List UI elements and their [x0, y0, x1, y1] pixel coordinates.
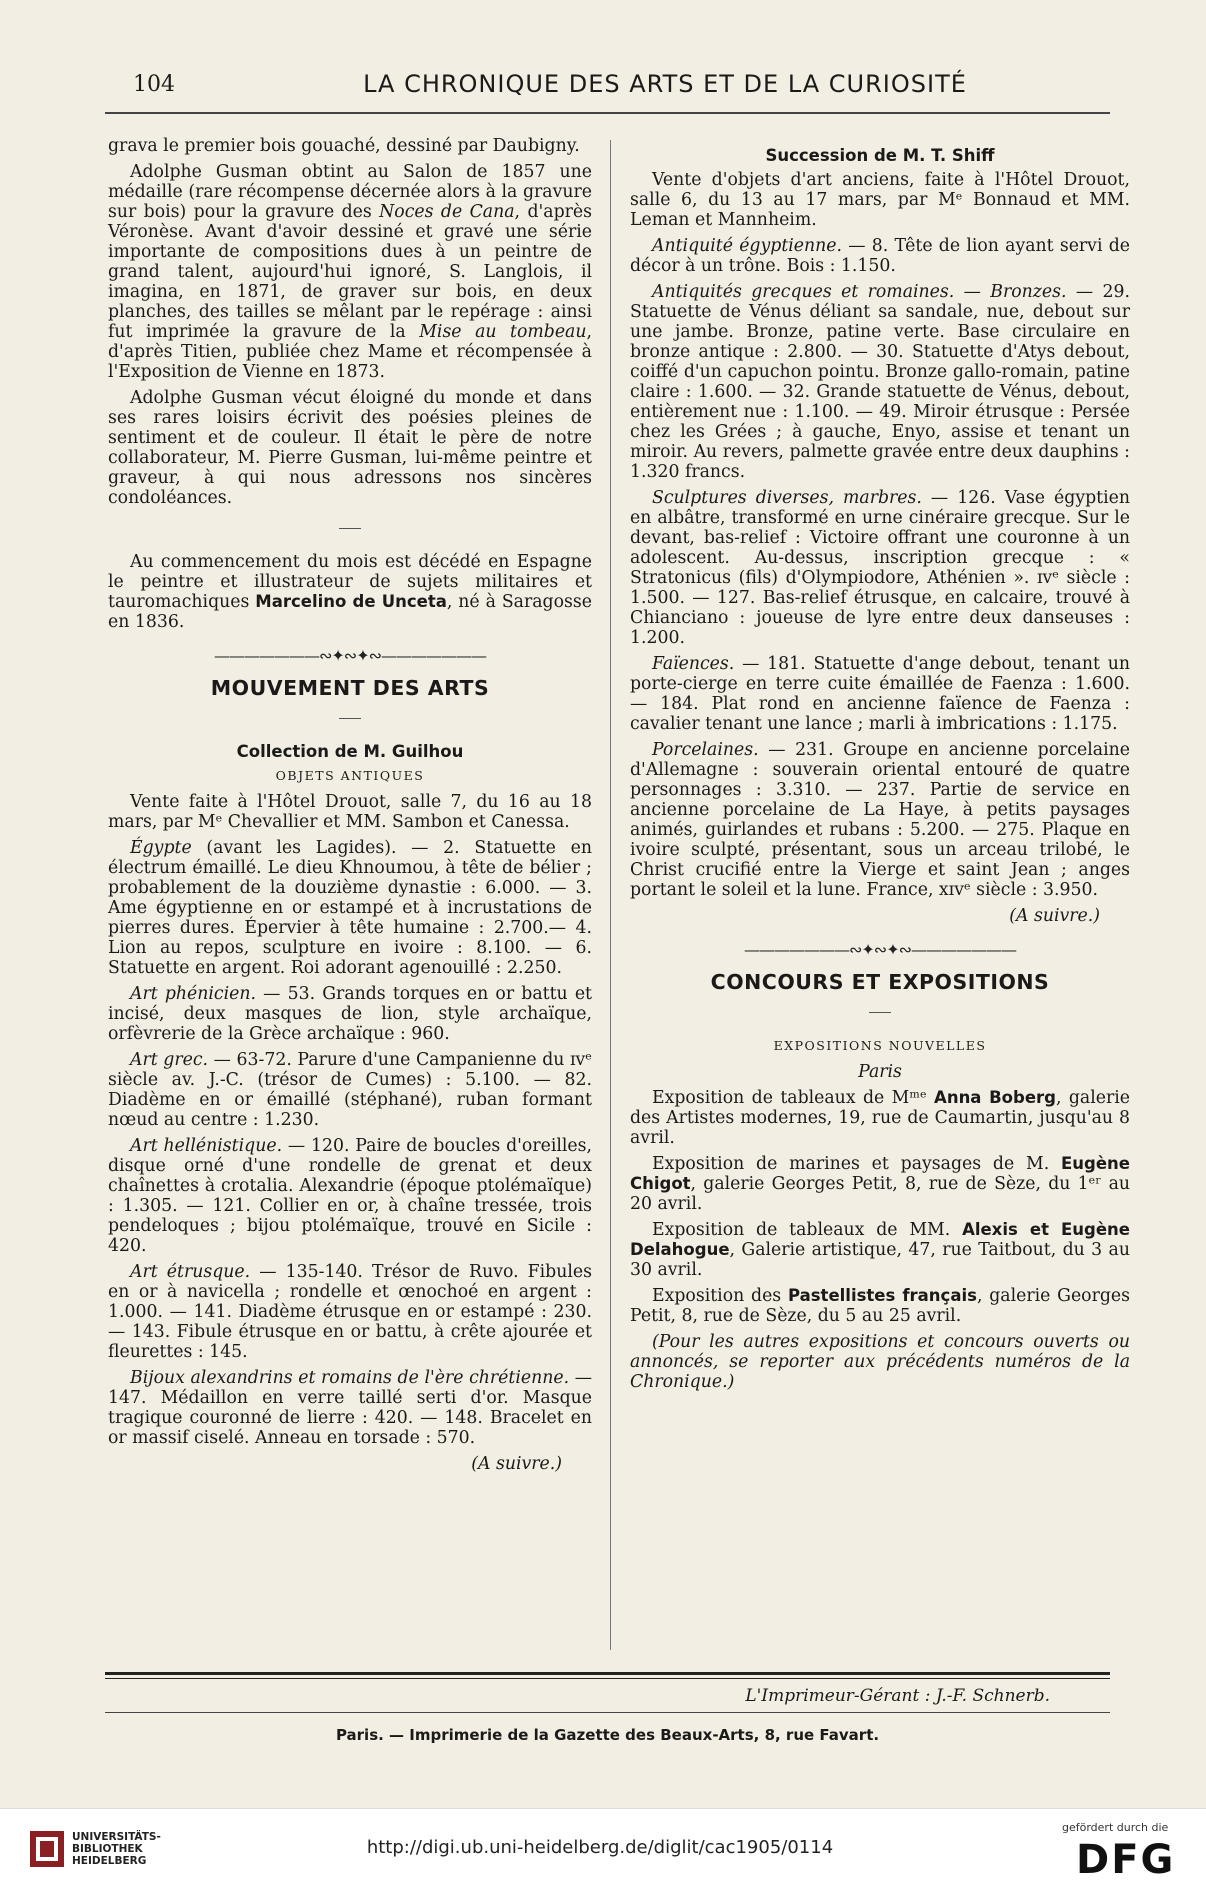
imprint-rule: [105, 1712, 1110, 1713]
section-title: CONCOURS ET EXPOSITIONS: [710, 970, 1050, 994]
digitization-footer: [0, 1808, 1206, 1896]
dfg-logo: DFG: [1076, 1837, 1176, 1883]
lot-entry: Bijoux alexandrins et romains de l'ère chrétienne. — 147. Médaillon en verre taillé serti d'or. Masque tragique couronné de lierre : 420. — 148. Bracelet en or massif ciselé. Anneau en torsade : 570.: [108, 1368, 592, 1448]
separator-dash: [108, 704, 592, 724]
left-column: [108, 136, 592, 1480]
lot-entry: Antiquité égyptienne. — 8. Tête de lion ayant servi de décor à un trône. Bois : 1.150.: [630, 236, 1130, 276]
column-divider: [610, 140, 611, 1650]
lot-entry: Art hellénistique. — 120. Paire de boucles d'oreilles, disque orné d'une rondelle de grenat et deux chaînettes à crotalia. Alexandrie (époque ptolémaïque) : 1.305. — 121. Collier en or, à chaîne tressée, trois pendeloques ; bijou ptolémaïque, trouvé en Sicile : 420.: [108, 1136, 592, 1256]
exhibition-entry: Exposition de tableaux de Mᵐᵉ Anna Boberg, galerie des Artistes modernes, 19, rue de Caumartin, jusqu'au 8 avril.: [630, 1088, 1130, 1148]
source-url[interactable]: http://digi.ub.uni-heidelberg.de/diglit/cac1905/0114: [366, 1837, 834, 1858]
paragraph: Adolphe Gusman vécut éloigné du monde et dans ses rares loisirs écrivit des poésies pleines de sentiment et de couleur. Il était le père de notre collaborateur, M. Pierre Gusman, lui-même peintre et graveur, à qui nous adressons nos sincères condoléances.: [108, 388, 592, 508]
bottom-rule: [105, 1678, 1110, 1679]
to-be-continued: (A suivre.): [471, 1454, 562, 1474]
paragraph: Adolphe Gusman obtint au Salon de 1857 une médaille (rare récompense décernée alors à la gravure sur bois) pour la gravure des Noces de Cana, d'après Véronèse. Avant d'avoir dessiné et gravé une série importante de compositions dues à un peintre de grand talent, aujourd'hui ignoré, S. Langlois, il imagina, en 1871, de graver sur bois, en deux planches, des tailles se mêlant par le repérage : ainsi fut imprimée la gravure de la Mise au tombeau, d'après Titien, publiée chez Mame et récompensée à l'Exposition de Vienne en 1873.: [108, 162, 592, 382]
paragraph: Au commencement du mois est décédé en Espagne le peintre et illustrateur de sujets militaires et tauromachiques Marcelino de Unceta, né à Saragosse en 1836.: [108, 552, 592, 632]
bottom-rule: [105, 1672, 1110, 1675]
funding-caption: gefördert durch die: [1062, 1821, 1169, 1834]
lot-entry: Faïences. — 181. Statuette d'ange debout, tenant un porte-cierge en terre cuite émaillée de Faenza : 1.600. — 184. Plat rond en ancienne faïence de Faenza : cavalier tenant une lance ; marli à imbrications : 1.175.: [630, 654, 1130, 734]
editor-note: (Pour les autres expositions et concours ouverts ou annoncés, se reporter aux précédents numéros de la Chronique.): [630, 1332, 1130, 1392]
right-column: [630, 136, 1130, 1398]
university-seal-icon: [28, 1829, 66, 1869]
ornament-divider: ———————∾✦∾✦∾———————: [743, 940, 1017, 959]
page-number: 104: [133, 72, 175, 97]
paragraph: Vente faite à l'Hôtel Drouot, salle 7, du 16 au 18 mars, par Mᵉ Chevallier et MM. Sambon et Canessa.: [108, 792, 592, 832]
lot-entry: Porcelaines. — 231. Groupe en ancienne porcelaine d'Allemagne : souverain oriental entouré de quatre personnages : 3.310. — 237. Partie de service en ancienne porcelaine de La Haye, à petits paysages animés, guirlandes et rubans : 5.200. — 275. Plaque en ivoire sculpté, présentant, sous un arceau trilobé, le Christ crucifié entre la Vierge et saint Jean ; anges portant le soleil et la lune. France, xɪᴠᵉ siècle : 3.950.: [630, 740, 1130, 900]
lot-entry: Antiquités grecques et romaines. — Bronzes. — 29. Statuette de Vénus déliant sa sandale, nue, debout sur une jambe. Bronze, patine verte. Base circulaire en bronze antique : 2.800. — 30. Statuette d'Atys debout, coiffé d'un capuchon pointu. Bronze gallo-romain, patine claire : 1.600. — 32. Grande statuette de Vénus, debout, entièrement nue : 1.100. — 49. Miroir étrusque : Persée chez les Grées ; à gauche, Enyo, assise et tenant un miroir. Au revers, palmette gravée entre deux dauphins : 1.320 francs.: [630, 282, 1130, 482]
section-title: MOUVEMENT DES ARTS: [210, 676, 490, 700]
to-be-continued: (A suivre.): [1009, 906, 1100, 926]
exhibition-entry: Exposition des Pastellistes français, galerie Georges Petit, 8, rue de Sèze, du 5 au 25 avril.: [630, 1286, 1130, 1326]
paragraph: Vente d'objets d'art anciens, faite à l'Hôtel Drouot, salle 6, du 13 au 17 mars, par Mᵉ Bonnaud et MM. Leman et Mannheim.: [630, 170, 1130, 230]
exhibition-entry: Exposition de tableaux de MM. Alexis et Eugène Delahogue, Galerie artistique, 47, rue Taitbout, du 3 au 30 avril.: [630, 1220, 1130, 1280]
separator-dash: [630, 998, 1130, 1018]
subsection-label: EXPOSITIONS NOUVELLES: [773, 1038, 987, 1053]
printer-signature: L'Imprimeur-Gérant : J.-F. Schnerb.: [745, 1686, 1050, 1706]
ornament-divider: ———————∾✦∾✦∾———————: [213, 646, 487, 665]
header-rule: [105, 112, 1110, 114]
separator-dash: [108, 514, 592, 534]
lot-entry: Art grec. — 63-72. Parure d'une Campanienne du ɪᴠᵉ siècle av. J.-C. (trésor de Cumes) : 5.100. — 82. Diadème en or émaillé (stéphané), ruban formant nœud au centre : 1.230.: [108, 1050, 592, 1130]
library-name: UNIVERSITÄTS- BIBLIOTHEK HEIDELBERG: [72, 1831, 161, 1867]
lot-entry: Égypte (avant les Lagides). — 2. Statuette en électrum émaillé. Le dieu Khnoumou, à tête de bélier ; probablement de la douzième dynastie : 6.000. — 3. Ame égyptienne en or estampé et à incrustations de pierres dures. Épervier à tête humaine : 2.700.— 4. Lion au repos, sculpture en ivoire : 8.100. — 6. Statuette en argent. Roi adorant agenouillé : 2.250.: [108, 838, 592, 978]
imprint-line: Paris. — Imprimerie de la Gazette des Beaux-Arts, 8, rue Favart.: [335, 1726, 880, 1744]
running-title: LA CHRONIQUE DES ARTS ET DE LA CURIOSITÉ: [363, 70, 967, 98]
page-header: [105, 66, 1110, 106]
lot-entry: Art phénicien. — 53. Grands torques en or battu et incisé, deux masques de lion, style archaïque, orfèvrerie de la Grèce archaïque : 960.: [108, 984, 592, 1044]
sale-title: Collection de M. Guilhou: [236, 742, 464, 761]
paragraph: grava le premier bois gouaché, dessiné par Daubigny.: [108, 136, 580, 156]
sale-title: Succession de M. T. Shiff: [765, 146, 995, 165]
lot-entry: Sculptures diverses, marbres. — 126. Vase égyptien en albâtre, transformé en urne cinéraire grecque. Sur le devant, bas-relief : Victoire offrant une couronne à un adolescent. Au-dessus, inscription grecque : « Stratonicus (fils) d'Olympiodore, Athénien ». ɪᴠᵉ siècle : 1.500. — 127. Bas-relief étrusque, en calcaire, trouvé à Chianciano : joueuse de lyre entre deux danseuses : 1.200.: [630, 488, 1130, 648]
subsection-label: OBJETS ANTIQUES: [275, 768, 425, 783]
exhibition-entry: Exposition de marines et paysages de M. Eugène Chigot, galerie Georges Petit, 8, rue de Sèze, du 1ᵉʳ au 20 avril.: [630, 1154, 1130, 1214]
city-heading: Paris: [858, 1062, 902, 1082]
lot-entry: Art étrusque. — 135-140. Trésor de Ruvo. Fibules en or à navicella ; rondelle et œnochoé en argent : 1.000. — 141. Diadème étrusque en or estampé : 230. — 143. Fibule étrusque en or battu, à crête ajourée et fleurettes : 145.: [108, 1262, 592, 1362]
